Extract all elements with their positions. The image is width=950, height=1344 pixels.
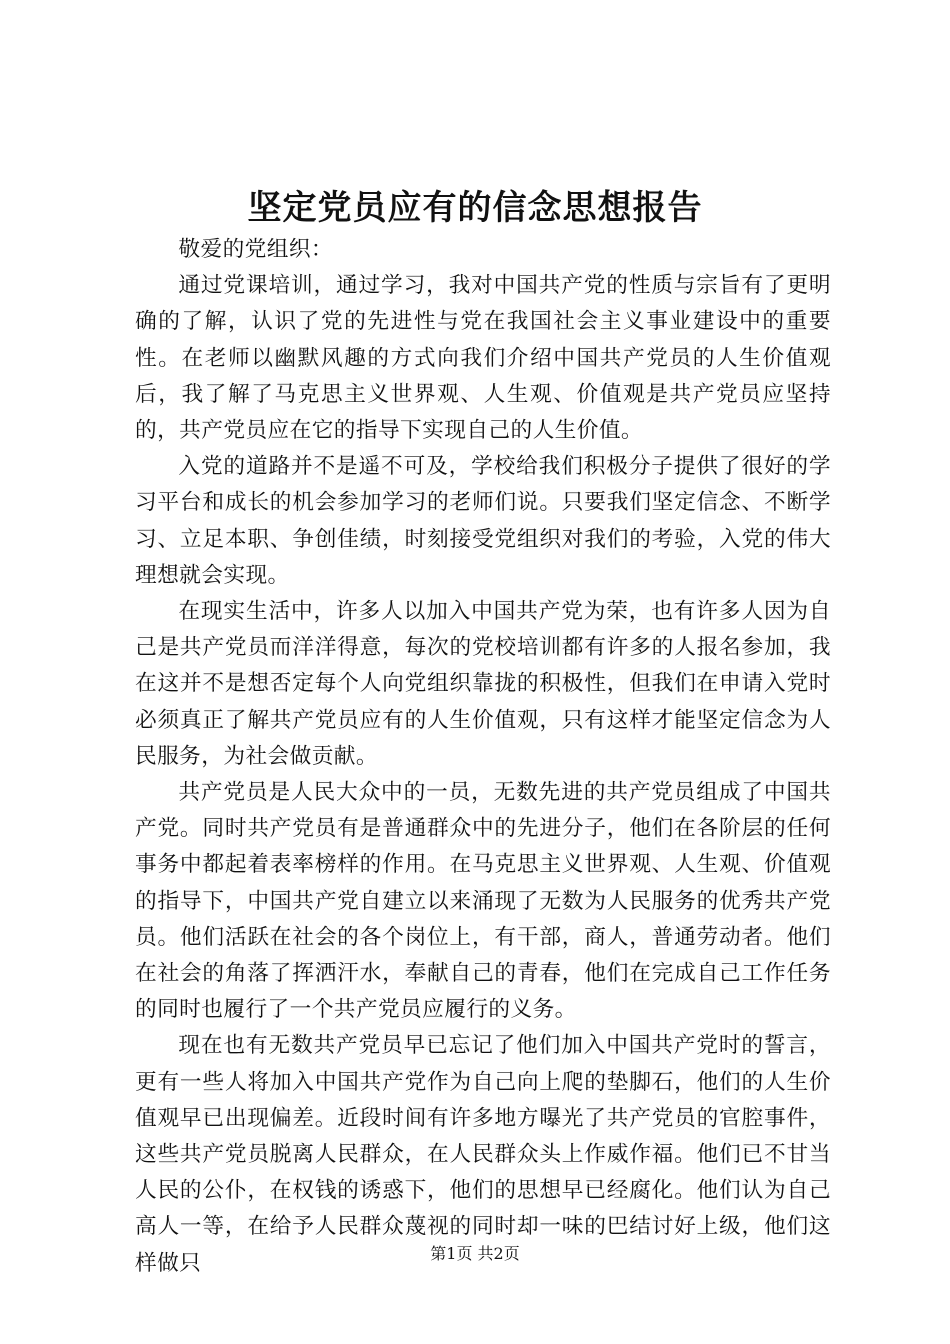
paragraph-5: 现在也有无数共产党员早已忘记了他们加入中国共产党时的誓言，更有一些人将加入中国共产党作为自己向上爬的垫脚石，他们的人生价值观早已出现偏差。近段时间有许多地方曝光了共产党员的官腔事件，这些共产党员脱离人民群众，在人民群众头上作威作福。他们已不甘当人民的公仆，在权钱的诱惑下，他们的思想早已经腐化。他们认为自己高人一等，在给予人民群众蔑视的同时却一味的巴结讨好上级，他们这样做只 — [135, 1033, 831, 1276]
page-number: 第1页 共2页 — [430, 1244, 520, 1263]
greeting: 敬爱的党组织： — [178, 237, 334, 262]
document-body — [135, 232, 831, 1282]
paragraph-3: 在现实生活中，许多人以加入中国共产党为荣，也有许多人因为自己是共产党员而洋洋得意，每次的党校培训都有许多的人报名参加，我在这并不是想否定每个人向党组织靠拢的积极性，但我们在申请入党时必须真正了解共产党员应有的人生价值观，只有这样才能坚定信念为人民服务，为社会做贡献。 — [135, 599, 831, 769]
document-title: 坚定党员应有的信念思想报告 — [247, 188, 703, 228]
paragraph-4: 共产党员是人民大众中的一员，无数先进的共产党员组成了中国共产党。同时共产党员有是普通群众中的先进分子，他们在各阶层的任何事务中都起着表率榜样的作用。在马克思主义世界观、人生观、价值观的指导下，中国共产党自建立以来涌现了无数为人民服务的优秀共产党员。他们活跃在社会的各个岗位上，有干部，商人，普通劳动者。他们在社会的角落了挥洒汗水，奉献自己的青春，他们在完成自己工作任务的同时也履行了一个共产党员应履行的义务。 — [135, 780, 831, 1023]
paragraph-2: 入党的道路并不是遥不可及，学校给我们积极分子提供了很好的学习平台和成长的机会参加学习的老师们说。只要我们坚定信念、不断学习、立足本职、争创佳绩，时刻接受党组织对我们的考验，入党的伟大理想就会实现。 — [135, 454, 831, 588]
paragraph-1: 通过党课培训，通过学习，我对中国共产党的性质与宗旨有了更明确的了解，认识了党的先进性与党在我国社会主义事业建设中的重要性。在老师以幽默风趣的方式向我们介绍中国共产党员的人生价值观后，我了解了马克思主义世界观、人生观、价值观是共产党员应坚持的，共产党员应在它的指导下实现自己的人生价值。 — [135, 273, 831, 444]
